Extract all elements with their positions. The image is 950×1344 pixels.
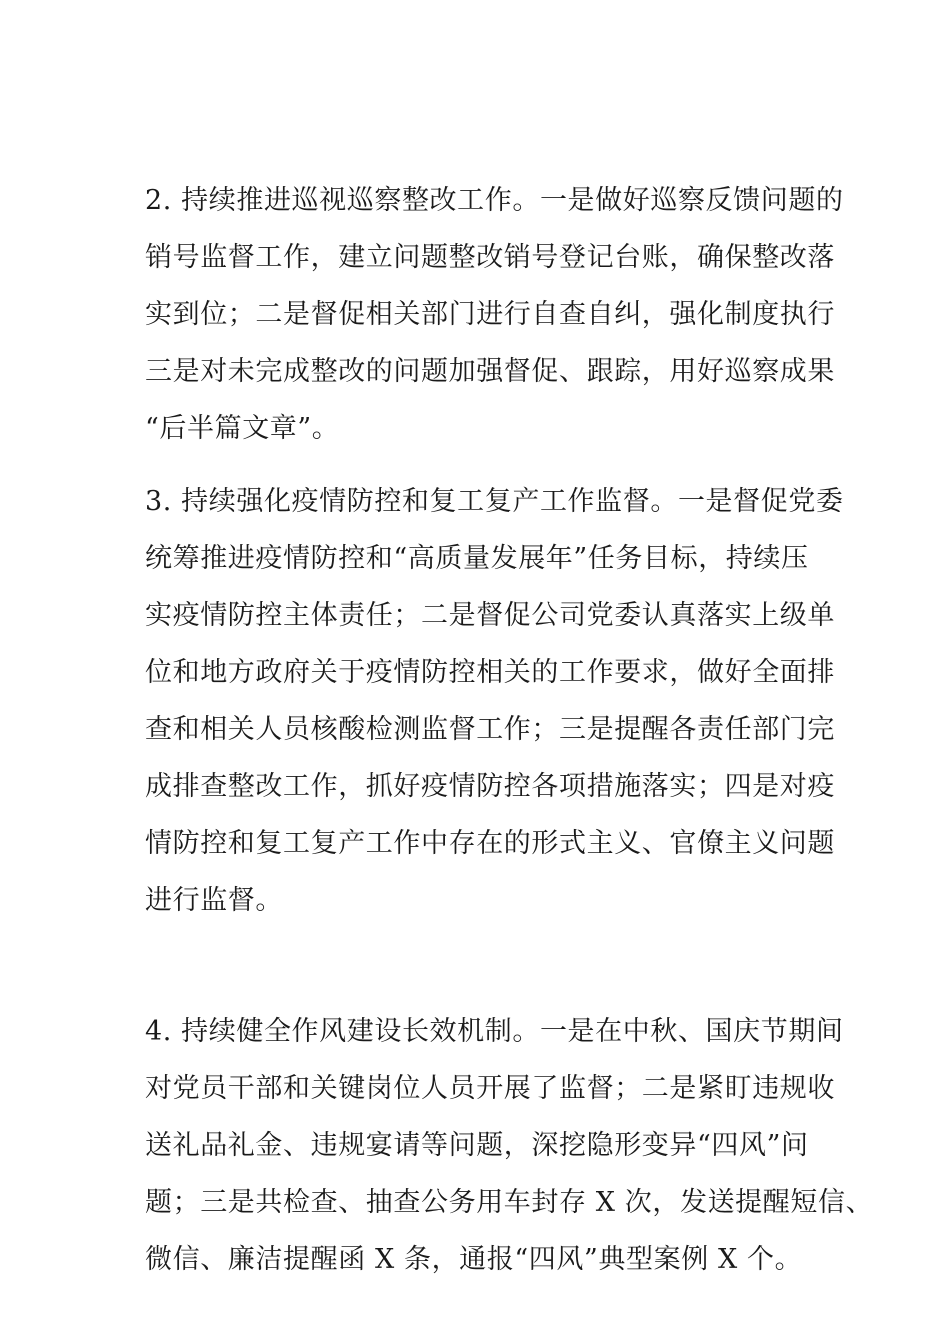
paragraph-line: 成排查整改工作，抓好疫情防控各项措施落实；四是对疫 (145, 771, 835, 802)
paragraph-line: 微信、廉洁提醒函 X 条，通报“四风”典型案例 X 个。 (145, 1244, 803, 1275)
paragraph-line: 情防控和复工复产工作中存在的形式主义、官僚主义问题 (145, 828, 835, 859)
paragraph-line: 进行监督。 (145, 885, 283, 916)
paragraph-line: 统筹推进疫情防控和“高质量发展年”任务目标，持续压 (145, 543, 809, 574)
paragraph-inspection-rectification (145, 172, 844, 457)
paragraph-line: 2. 持续推进巡视巡察整改工作。一是做好巡察反馈问题的 (145, 185, 844, 216)
paragraph-line: 查和相关人员核酸检测监督工作；三是提醒各责任部门完 (145, 714, 835, 745)
paragraph-line: 4. 持续健全作风建设长效机制。一是在中秋、国庆节期间 (145, 1016, 844, 1047)
paragraph-line: “后半篇文章”。 (145, 413, 340, 444)
paragraph-line: 销号监督工作，建立问题整改销号登记台账，确保整改落 (145, 242, 835, 273)
paragraph-line: 位和地方政府关于疫情防控相关的工作要求，做好全面排 (145, 657, 835, 688)
paragraph-line: 送礼品礼金、违规宴请等问题，深挖隐形变异“四风”问 (145, 1130, 809, 1161)
paragraph-epidemic-prevention (145, 473, 844, 929)
paragraph-line: 题；三是共检查、抽查公务用车封存 X 次，发送提醒短信、 (145, 1187, 874, 1218)
paragraph-line: 对党员干部和关键岗位人员开展了监督；二是紧盯违规收 (145, 1073, 835, 1104)
paragraph-work-style-mechanism (145, 1003, 874, 1288)
paragraph-line: 实疫情防控主体责任；二是督促公司党委认真落实上级单 (145, 600, 835, 631)
paragraph-line: 3. 持续强化疫情防控和复工复产工作监督。一是督促党委 (145, 486, 844, 517)
paragraph-line: 实到位；二是督促相关部门进行自查自纠，强化制度执行 (145, 299, 835, 330)
paragraph-line: 三是对未完成整改的问题加强督促、跟踪，用好巡察成果 (145, 356, 835, 387)
